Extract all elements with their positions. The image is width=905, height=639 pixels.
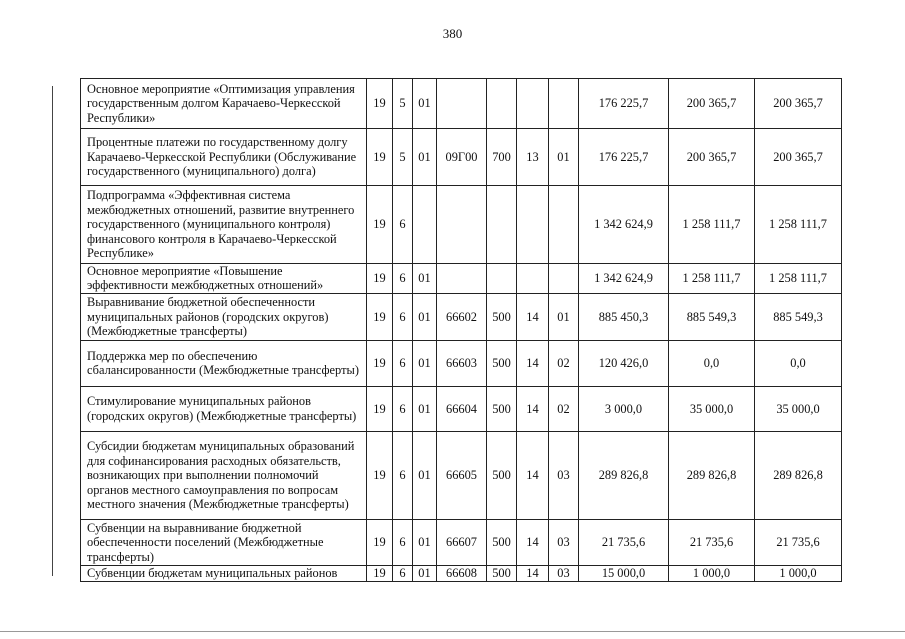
cell-code-2: 6 (393, 340, 413, 386)
cell-code-2: 6 (393, 264, 413, 294)
cell-code-5: 500 (487, 565, 517, 581)
cell-code-4: 66608 (437, 565, 487, 581)
cell-code-7: 02 (549, 386, 579, 431)
cell-value-1: 885 450,3 (579, 293, 669, 340)
row-name: Подпрограмма «Эффективная система межбюджетных отношений, развитие внутреннего государственного (муниципального контроля) финансового контроля в Карачаево-Черкесской Республике» (81, 186, 367, 264)
cell-code-2: 5 (393, 129, 413, 186)
cell-code-3: 01 (413, 79, 437, 129)
cell-value-1: 1 342 624,9 (579, 186, 669, 264)
cell-code-7 (549, 186, 579, 264)
cell-code-6: 14 (517, 519, 549, 565)
cell-value-3: 1 258 111,7 (755, 186, 842, 264)
cell-value-2: 35 000,0 (669, 386, 755, 431)
row-name: Стимулирование муниципальных районов (городских округов) (Межбюджетные трансферты) (81, 386, 367, 431)
table-row (81, 519, 842, 565)
cell-code-7: 03 (549, 519, 579, 565)
cell-code-3: 01 (413, 565, 437, 581)
cell-code-7: 02 (549, 340, 579, 386)
row-name: Субвенции бюджетам муниципальных районов (81, 565, 367, 581)
cell-code-5: 500 (487, 386, 517, 431)
cell-code-1: 19 (367, 129, 393, 186)
budget-table (80, 78, 842, 582)
cell-code-5: 500 (487, 293, 517, 340)
cell-code-2: 6 (393, 293, 413, 340)
cell-code-4: 66602 (437, 293, 487, 340)
cell-value-1: 3 000,0 (579, 386, 669, 431)
cell-code-2: 6 (393, 431, 413, 519)
cell-code-3: 01 (413, 264, 437, 294)
page-left-rule (52, 86, 53, 576)
row-name: Субсидии бюджетам муниципальных образований для софинансирования расходных обязательств, возникающих при выполнении полномочий органов местного самоуправления по вопросам местного значения (Межбюджетные трансферты) (81, 431, 367, 519)
cell-code-5 (487, 186, 517, 264)
cell-code-1: 19 (367, 340, 393, 386)
cell-code-3: 01 (413, 519, 437, 565)
cell-code-1: 19 (367, 264, 393, 294)
cell-value-3: 885 549,3 (755, 293, 842, 340)
cell-code-1: 19 (367, 186, 393, 264)
cell-code-3: 01 (413, 129, 437, 186)
cell-value-2: 200 365,7 (669, 79, 755, 129)
cell-value-2: 21 735,6 (669, 519, 755, 565)
table-row (81, 79, 842, 129)
cell-code-5: 500 (487, 431, 517, 519)
cell-value-2: 1 000,0 (669, 565, 755, 581)
cell-code-6 (517, 79, 549, 129)
row-name: Основное мероприятие «Оптимизация управления государственным долгом Карачаево-Черкесской Республики» (81, 79, 367, 129)
cell-code-4 (437, 186, 487, 264)
cell-value-2: 1 258 111,7 (669, 264, 755, 294)
cell-code-3: 01 (413, 431, 437, 519)
cell-code-2: 6 (393, 519, 413, 565)
cell-code-1: 19 (367, 293, 393, 340)
cell-code-2: 6 (393, 565, 413, 581)
cell-value-3: 0,0 (755, 340, 842, 386)
cell-value-3: 289 826,8 (755, 431, 842, 519)
cell-code-3 (413, 186, 437, 264)
table-row (81, 293, 842, 340)
cell-value-1: 15 000,0 (579, 565, 669, 581)
cell-value-1: 120 426,0 (579, 340, 669, 386)
cell-code-5: 700 (487, 129, 517, 186)
cell-code-1: 19 (367, 79, 393, 129)
cell-code-6: 14 (517, 293, 549, 340)
cell-code-7: 01 (549, 293, 579, 340)
table-row (81, 431, 842, 519)
cell-code-3: 01 (413, 386, 437, 431)
cell-code-2: 6 (393, 186, 413, 264)
row-name: Основное мероприятие «Повышение эффективности межбюджетных отношений» (81, 264, 367, 294)
cell-code-6: 13 (517, 129, 549, 186)
cell-code-4: 66603 (437, 340, 487, 386)
cell-code-2: 5 (393, 79, 413, 129)
cell-code-6: 14 (517, 431, 549, 519)
cell-code-4 (437, 79, 487, 129)
cell-code-3: 01 (413, 340, 437, 386)
cell-code-7 (549, 264, 579, 294)
cell-code-7: 03 (549, 431, 579, 519)
table-row (81, 386, 842, 431)
cell-code-1: 19 (367, 386, 393, 431)
cell-value-3: 1 000,0 (755, 565, 842, 581)
cell-code-4: 09Г00 (437, 129, 487, 186)
row-name: Выравнивание бюджетной обеспеченности муниципальных районов (городских округов) (Межбюджетные трансферты) (81, 293, 367, 340)
cell-value-2: 885 549,3 (669, 293, 755, 340)
row-name: Субвенции на выравнивание бюджетной обеспеченности поселений (Межбюджетные трансферты) (81, 519, 367, 565)
cell-code-6 (517, 186, 549, 264)
cell-code-1: 19 (367, 565, 393, 581)
cell-value-3: 1 258 111,7 (755, 264, 842, 294)
cell-code-1: 19 (367, 431, 393, 519)
cell-code-1: 19 (367, 519, 393, 565)
cell-code-4 (437, 264, 487, 294)
cell-code-7: 03 (549, 565, 579, 581)
cell-value-1: 176 225,7 (579, 129, 669, 186)
page-bottom-rule (0, 631, 905, 632)
cell-value-1: 176 225,7 (579, 79, 669, 129)
cell-code-4: 66605 (437, 431, 487, 519)
table-row (81, 129, 842, 186)
cell-value-3: 21 735,6 (755, 519, 842, 565)
cell-value-1: 1 342 624,9 (579, 264, 669, 294)
table-row (81, 264, 842, 294)
cell-value-2: 1 258 111,7 (669, 186, 755, 264)
cell-code-5 (487, 264, 517, 294)
row-name: Процентные платежи по государственному долгу Карачаево-Черкесской Республики (Обслуживание государственного (муниципального) долга) (81, 129, 367, 186)
cell-code-5: 500 (487, 519, 517, 565)
table-row (81, 340, 842, 386)
row-name: Поддержка мер по обеспечению сбалансированности (Межбюджетные трансферты) (81, 340, 367, 386)
cell-value-1: 21 735,6 (579, 519, 669, 565)
cell-value-3: 200 365,7 (755, 129, 842, 186)
cell-code-6 (517, 264, 549, 294)
cell-code-6: 14 (517, 340, 549, 386)
budget-table-container (80, 78, 842, 582)
cell-code-5 (487, 79, 517, 129)
cell-value-3: 35 000,0 (755, 386, 842, 431)
cell-value-2: 0,0 (669, 340, 755, 386)
cell-code-7 (549, 79, 579, 129)
page-number: 380 (442, 26, 463, 41)
cell-code-6: 14 (517, 565, 549, 581)
cell-code-6: 14 (517, 386, 549, 431)
cell-value-3: 200 365,7 (755, 79, 842, 129)
cell-code-5: 500 (487, 340, 517, 386)
cell-code-4: 66607 (437, 519, 487, 565)
cell-value-1: 289 826,8 (579, 431, 669, 519)
cell-code-2: 6 (393, 386, 413, 431)
cell-value-2: 289 826,8 (669, 431, 755, 519)
cell-value-2: 200 365,7 (669, 129, 755, 186)
table-row (81, 565, 842, 581)
table-row (81, 186, 842, 264)
cell-code-4: 66604 (437, 386, 487, 431)
cell-code-7: 01 (549, 129, 579, 186)
cell-code-3: 01 (413, 293, 437, 340)
